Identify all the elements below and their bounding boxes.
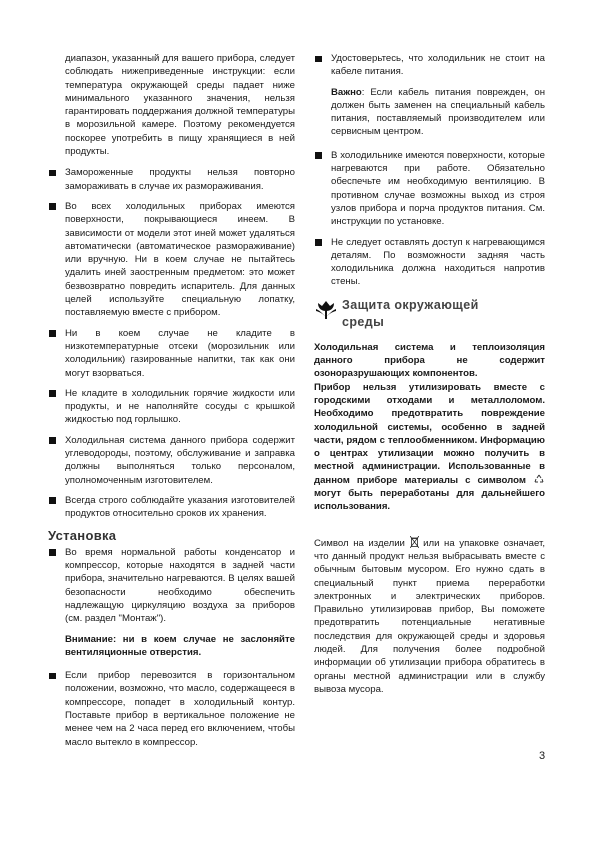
important-note bbox=[314, 86, 545, 139]
bold-text: Прибор нельзя утилизировать вместе с городскими отходами и металлоломом. Необходимо предотвратить повреждение холодильной системы, особенно в задней части, рядом с теплообменником. Информацию о центрах утилизации можно получить в местной администрации. Использованные в данном приборе материалы с символом bbox=[314, 381, 545, 486]
bullet-text: Если прибор перевозится в горизонтальном положении, возможно, что масло, содержащееся в компрессоре, попадет в холодильный контур. Поставьте прибор в вертикальное положение не менее чем на 2 часа перед его включением, чтобы масло вытекло в компрессор. bbox=[65, 670, 295, 748]
bullet-text: Во время нормальной работы конденсатор и компрессор, которые находятся в задней части прибора, значительно нагреваются. В целях вашей безопасности необходимо обеспечить надлежащую циркуляцию воздуха за приборов (см. раздел "Монтаж"). bbox=[65, 546, 295, 625]
environment-title bbox=[342, 297, 479, 331]
warning-note: Внимание: ни в коем случае не заслоняйте вентиляционные отверстия. bbox=[65, 633, 295, 658]
bullet-text: Замороженные продукты нельзя повторно замораживать в случае их размораживания. bbox=[65, 167, 295, 192]
bullet-item bbox=[48, 546, 295, 626]
bullet-text: Во всех холодильных приборах имеются поверхности, покрывающиеся инеем. В зависимости от модели этот иней может удаляться автоматически (автоматическое размораживание) или вручную. Ни в коем случае не пытайтесь удалить иней заостренным предметом: это может безвозвратно повредить испаритель. Для данных целей используйте специальную лопатку, поставляемую вместе с прибором. bbox=[65, 200, 295, 319]
bullet-item bbox=[314, 52, 545, 79]
bullet-item bbox=[48, 200, 295, 320]
recycle-icon bbox=[533, 474, 545, 484]
environment-title-line: среды bbox=[342, 314, 385, 329]
install-heading: Установка bbox=[48, 527, 117, 543]
symbol-paragraph bbox=[314, 536, 545, 697]
bold-paragraph bbox=[314, 381, 545, 514]
crossed-bin-icon bbox=[410, 536, 419, 548]
intro-paragraph: диапазон, указанный для вашего прибора, следует соблюдать нижеприведенные инструкции: если температура окружающей среды падает ниже минимального указанного значения, нельзя гарантировать поддержания должной температуры в морозильной камере. Поэтому рекомендуется поскорее употребить в пищу хранящиеся в ней продукты. bbox=[65, 53, 295, 158]
bullet-item bbox=[48, 166, 295, 193]
bullet-text: Всегда строго соблюдайте указания изготовителей продуктов относительно сроков их хранения. bbox=[65, 494, 295, 520]
bullet-square-icon bbox=[49, 549, 56, 556]
bullet-square-icon bbox=[49, 170, 56, 177]
symbol-text: Символ на изделии bbox=[314, 537, 405, 549]
bullet-square-icon bbox=[315, 239, 322, 246]
bullet-text: В холодильнике имеются поверхности, которые нагреваются при работе. Обязательно обеспечьте им необходимую вентиляцию. В противном случае возможны выход из строя узлов прибора и порча продуктов питания. См. инструкции по установке. bbox=[331, 149, 545, 228]
bullet-text: Ни в коем случае не кладите в низкотемпературные отсеки (морозильник или холодильник) газированные напитки, так как они могут взорваться. bbox=[65, 327, 295, 379]
bold-paragraph: Холодильная система и теплоизоляция данного прибора не содержит озоноразрушающих компонентов. bbox=[314, 341, 545, 380]
tulip-eco-icon bbox=[314, 297, 338, 321]
environment-bold-text bbox=[314, 341, 545, 514]
symbol-text: или на упаковке означает, что данный продукт нельзя выбрасывать вместе с обычным бытовым мусором. Его нужно сдать в специальный пункт приема переработки электронных и электрических приборов. Правильно утилизировав прибор, Вы поможете предотвратить потенциальные негативные последствия для окружающей среды и здоровья людей. Для получения более подробной информации об утилизации прибора обратитесь в органы местной администрации или в службу вывоза мусора. bbox=[314, 537, 545, 695]
important-text: : Если кабель питания поврежден, он должен быть заменен на специальный кабель питания, поставляемый производителем или сервисным центром. bbox=[331, 86, 545, 138]
environment-heading bbox=[314, 297, 545, 331]
bullet-item bbox=[314, 236, 545, 289]
left-column bbox=[48, 52, 295, 756]
bullet-text: Холодильная система данного прибора содержит углеводороды, поэтому, обслуживание и заправка должны выполняться только персоналом, уполномоченным изготовителем. bbox=[65, 434, 295, 486]
bold-text: могут быть переработаны для дальнейшего использования. bbox=[314, 488, 545, 513]
bullet-item bbox=[48, 669, 295, 749]
bullet-square-icon bbox=[49, 330, 56, 337]
bullet-square-icon bbox=[49, 497, 56, 504]
bullet-square-icon bbox=[315, 56, 322, 63]
bullet-square-icon bbox=[49, 437, 56, 444]
bullet-square-icon bbox=[49, 673, 56, 680]
bullet-square-icon bbox=[315, 152, 322, 159]
page-number: 3 bbox=[539, 750, 546, 762]
important-label: Важно bbox=[331, 86, 362, 98]
bullet-text: Не кладите в холодильник горячие жидкости или продукты, и не наполняйте сосуды с крышкой жидкостью под горлышко. bbox=[65, 387, 295, 426]
bullet-text: Не следует оставлять доступ к нагревающимся деталям. По возможности задняя часть холодильника должна находиться напротив стены. bbox=[331, 236, 545, 288]
bullet-text: Удостоверьтесь, что холодильник не стоит на кабеле питания. bbox=[331, 53, 545, 78]
bullet-item bbox=[48, 327, 295, 380]
right-column bbox=[314, 52, 545, 696]
bullet-square-icon bbox=[49, 203, 56, 210]
bullet-item bbox=[48, 387, 295, 427]
bullet-square-icon bbox=[49, 390, 56, 397]
bullet-item bbox=[48, 434, 295, 487]
bullet-item bbox=[48, 494, 295, 521]
environment-title-line: Защита окружающей bbox=[342, 297, 479, 312]
bullet-item bbox=[314, 149, 545, 229]
